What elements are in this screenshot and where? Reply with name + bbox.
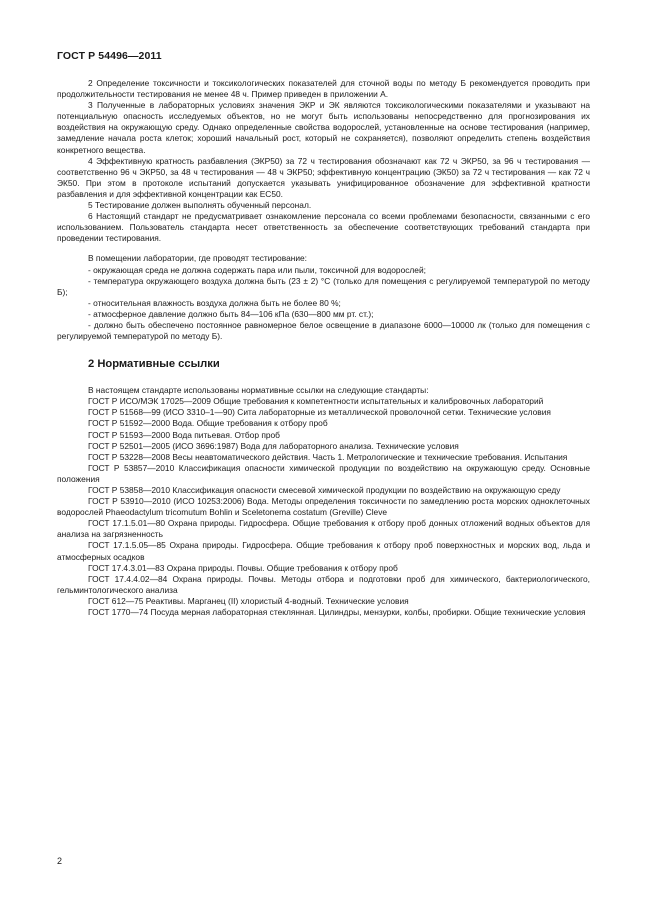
references-intro: В настоящем стандарте использованы нормативные ссылки на следующие стандарты: xyxy=(88,385,429,396)
reference-item: ГОСТ Р 53858—2010 Классификация опасности смесевой химической продукции по воздействию на окружающую среду xyxy=(88,485,561,495)
lab-conditions-intro: В помещении лаборатории, где проводят тестирование: xyxy=(88,253,308,264)
note-4: 4 Эффективную кратность разбавления (ЭКР50) за 72 ч тестирования обозначают как 72 ч ЭКР50, за 96 ч тестирования — соответственно 96 ч ЭКР50, за 48 ч тестирования — 48 ч ЭКР50; эффективную концентрацию (ЭК50) за 72 ч тестирования — как 72 ч ЭК50. При этом в протоколе испытаний допускается указывать унифицированное обозначение для эффективной кратности разбавления и для эффективной концентрации как ЕС50. xyxy=(57,155,590,199)
reference-item: ГОСТ Р 52501—2005 (ИСО 3696:1987) Вода для лабораторного анализа. Технические условия xyxy=(88,440,459,451)
reference-item: ГОСТ 17.4.4.02—84 Охрана природы. Почвы. Методы отбора и подготовки проб для химического, бактериологического, гельминтологического анализа xyxy=(57,573,590,595)
reference-item: ГОСТ 1770—74 Посуда мерная лабораторная стеклянная. Цилиндры, мензурки, колбы, пробирки. Общие технические условия xyxy=(88,607,586,618)
reference-item: ГОСТ Р 53228—2008 Весы неавтоматического действия. Часть 1. Метрологические и технические требования. Испытания xyxy=(88,451,568,462)
reference-item: ГОСТ 17.1.5.05—85 Охрана природы. Гидросфера. Общие требования к отбору проб поверхностных и морских вод, льда и атмосферных осадков xyxy=(57,540,590,562)
reference-item: ГОСТ Р 51592—2000 Вода. Общие требования к отбору проб xyxy=(88,418,328,429)
reference-item: ГОСТ 17.4.3.01—83 Охрана природы. Почвы. Общие требования к отбору проб xyxy=(88,562,398,573)
reference-item: ГОСТ Р 53857—2010 Классификация опасности химической продукции по воздействию на окружающую среду. Основные положения xyxy=(57,462,590,484)
document-body xyxy=(57,78,590,618)
document-header: ГОСТ Р 54496—2011 xyxy=(57,50,162,62)
reference-item: ГОСТ Р 53910—2010 (ИСО 10253:2006) Вода. Методы определения токсичности по замедлению роста морских одноклеточных водорослей Phaeodactylum tricomutum Bohlin и Sceletonema costatum (Greville) Cleve xyxy=(57,496,590,518)
page-number: 2 xyxy=(57,856,63,866)
reference-item: ГОСТ 17.1.5.01—80 Охрана природы. Гидросфера. Общие требования к отбору проб донных отложений водных объектов для анализа на загрязненность xyxy=(57,518,590,540)
reference-item: ГОСТ Р 51568—99 (ИСО 3310–1—90) Сита лабораторные из металлической проволочной сетки. Технические условия xyxy=(88,407,551,418)
lab-condition-item: - окружающая среда не должна содержать пара или пыли, токсичной для водорослей; xyxy=(88,264,426,275)
reference-item: ГОСТ Р 51593—2000 Вода питьевая. Отбор проб xyxy=(88,429,280,440)
note-3: 3 Полученные в лабораторных условиях значения ЭКР и ЭК являются токсикологическими показателями и указывают на потенциальную опасность исследуемых объектов, но не могут быть использованы непосредственно для прогнозирования их воздействия на окружающую среду. Однако определенные свойства водорослей, установленные на основе тестирования (например, замедление начала роста клеток; хороший начальный рост, который не сохраняется), позволяют определить степень воздействия конкретного вещества. xyxy=(57,100,590,155)
note-2: 2 Определение токсичности и токсикологических показателей для сточной воды по методу Б рекомендуется проводить при продолжительности тестирования не менее 48 ч. Пример приведен в приложении А. xyxy=(57,78,590,100)
note-5: 5 Тестирование должен выполнять обученный персонал. xyxy=(88,200,312,211)
lab-condition-item: - относительная влажность воздуха должна быть не более 80 %; xyxy=(88,297,341,308)
lab-condition-item: - температура окружающего воздуха должна быть (23 ± 2) °С (только для помещения с регулируемой температурой по методу Б); xyxy=(57,275,590,297)
note-6: 6 Настоящий стандарт не предусматривает ознакомление персонала со всеми проблемами безопасности, связанными с его использованием. Пользователь стандарта несет ответственность за обеспечение соответствующих требований стандарта при проведении тестирования. xyxy=(57,211,590,244)
section-heading: 2 Нормативные ссылки xyxy=(88,358,220,371)
reference-item: ГОСТ Р ИСО/МЭК 17025—2009 Общие требования к компетентности испытательных и калибровочных лабораторий xyxy=(88,396,544,407)
reference-item: ГОСТ 612—75 Реактивы. Марганец (II) хлористый 4-водный. Технические условия xyxy=(88,595,409,606)
references-list xyxy=(57,385,590,618)
lab-condition-item: - атмосферное давление должно быть 84—106 кПа (630—800 мм рт. ст.); xyxy=(88,308,374,319)
lab-condition-item: - должно быть обеспечено постоянное равномерное белое освещение в диапазоне 6000—10000 лк (только для помещения с регулируемой температурой по методу Б). xyxy=(57,319,590,342)
